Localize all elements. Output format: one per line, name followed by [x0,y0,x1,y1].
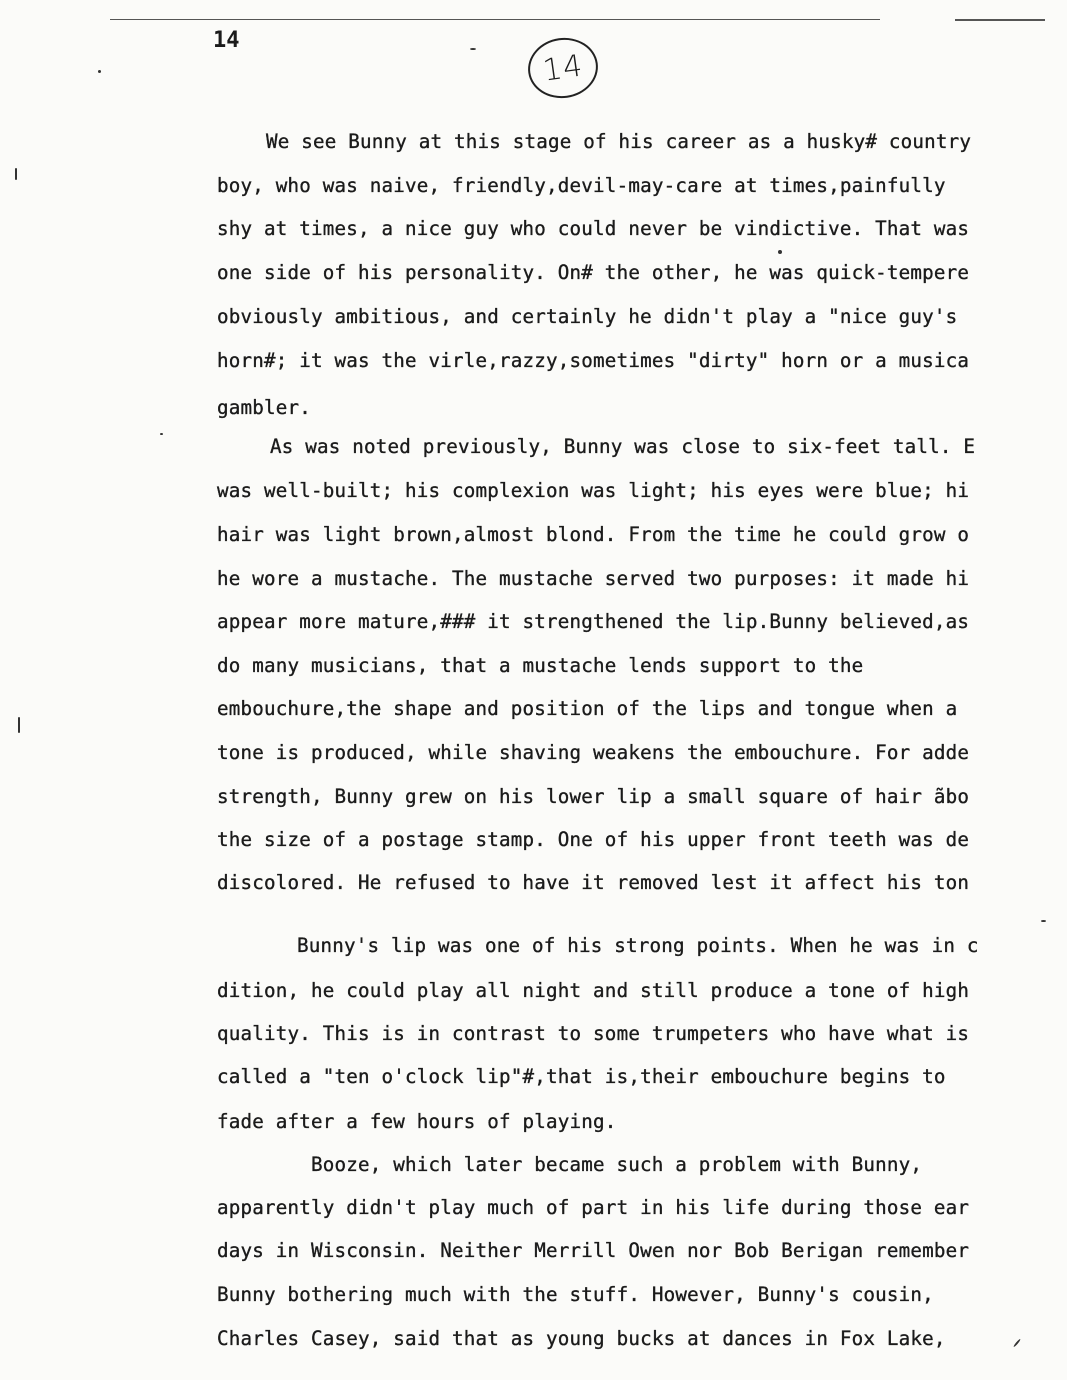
text-line: strength, Bunny grew on his lower lip a small square of hair ãbo [217,785,970,808]
text-line: do many musicians, that a mustache lends support to the [217,654,864,677]
text-line: We see Bunny at this stage of his career as a husky# country [266,130,972,153]
text-line: quality. This is in contrast to some trumpeters who have what is [217,1022,970,1045]
text-line: shy at times, a nice guy who could never be vindictive. That was [217,217,970,240]
text-line: obviously ambitious, and certainly he didn't play a "nice guy's [217,305,958,328]
scan-speck [98,70,101,73]
text-line: hair was light brown,almost blond. From the time he could grow o [217,523,970,546]
scan-speck [18,717,20,733]
scan-speck [160,433,163,435]
text-line: one side of his personality. On# the other, he was quick-tempere [217,261,970,284]
text-line: fade after a few hours of playing. [217,1110,617,1133]
text-line: boy, who was naive, friendly,devil-may-care at times,painfully [217,174,946,197]
text-line: tone is produced, while shaving weakens the embouchure. For adde [217,741,970,764]
text-line: Bunny's lip was one of his strong points. When he was in c [297,934,979,957]
top-rule [110,19,880,20]
page-number: 14 [213,28,240,53]
text-line: embouchure,the shape and position of the lips and tongue when a [217,697,958,720]
text-line: dition, he could play all night and still produce a tone of high [217,979,970,1002]
text-line: gambler. [217,396,312,419]
scan-speck [1041,920,1046,922]
text-line: horn#; it was the virle,razzy,sometimes "dirty" horn or a musica [217,349,970,372]
scan-speck [778,250,782,254]
text-line: Booze, which later became such a problem with Bunny, [311,1153,923,1176]
text-line: called a "ten o'clock lip"#,that is,their embouchure begins to [217,1065,946,1088]
circled-page-number [524,33,602,102]
scan-speck [470,48,476,50]
text-line: the size of a postage stamp. One of his upper front teeth was de [217,828,970,851]
text-line: Bunny bothering much with the stuff. However, Bunny's cousin, [217,1283,934,1306]
text-line: Charles Casey, said that as young bucks at dances in Fox Lake, [217,1327,946,1350]
text-line: discolored. He refused to have it removed lest it affect his ton [217,871,970,894]
scan-speck [1013,1339,1021,1348]
text-line: was well-built; his complexion was light; his eyes were blue; hi [217,479,970,502]
scan-speck [15,168,17,180]
text-line: days in Wisconsin. Neither Merrill Owen nor Bob Berigan remember [217,1239,970,1262]
text-line: As was noted previously, Bunny was close to six-feet tall. E [270,435,976,458]
circled-page-number-text: 14 [540,47,586,89]
text-line: he wore a mustache. The mustache served two purposes: it made hi [217,567,970,590]
top-rule-right [955,19,1045,21]
text-line: appear more mature,### it strengthened the lip.Bunny believed,as [217,610,970,633]
text-line: apparently didn't play much of part in his life during those ear [217,1196,970,1219]
